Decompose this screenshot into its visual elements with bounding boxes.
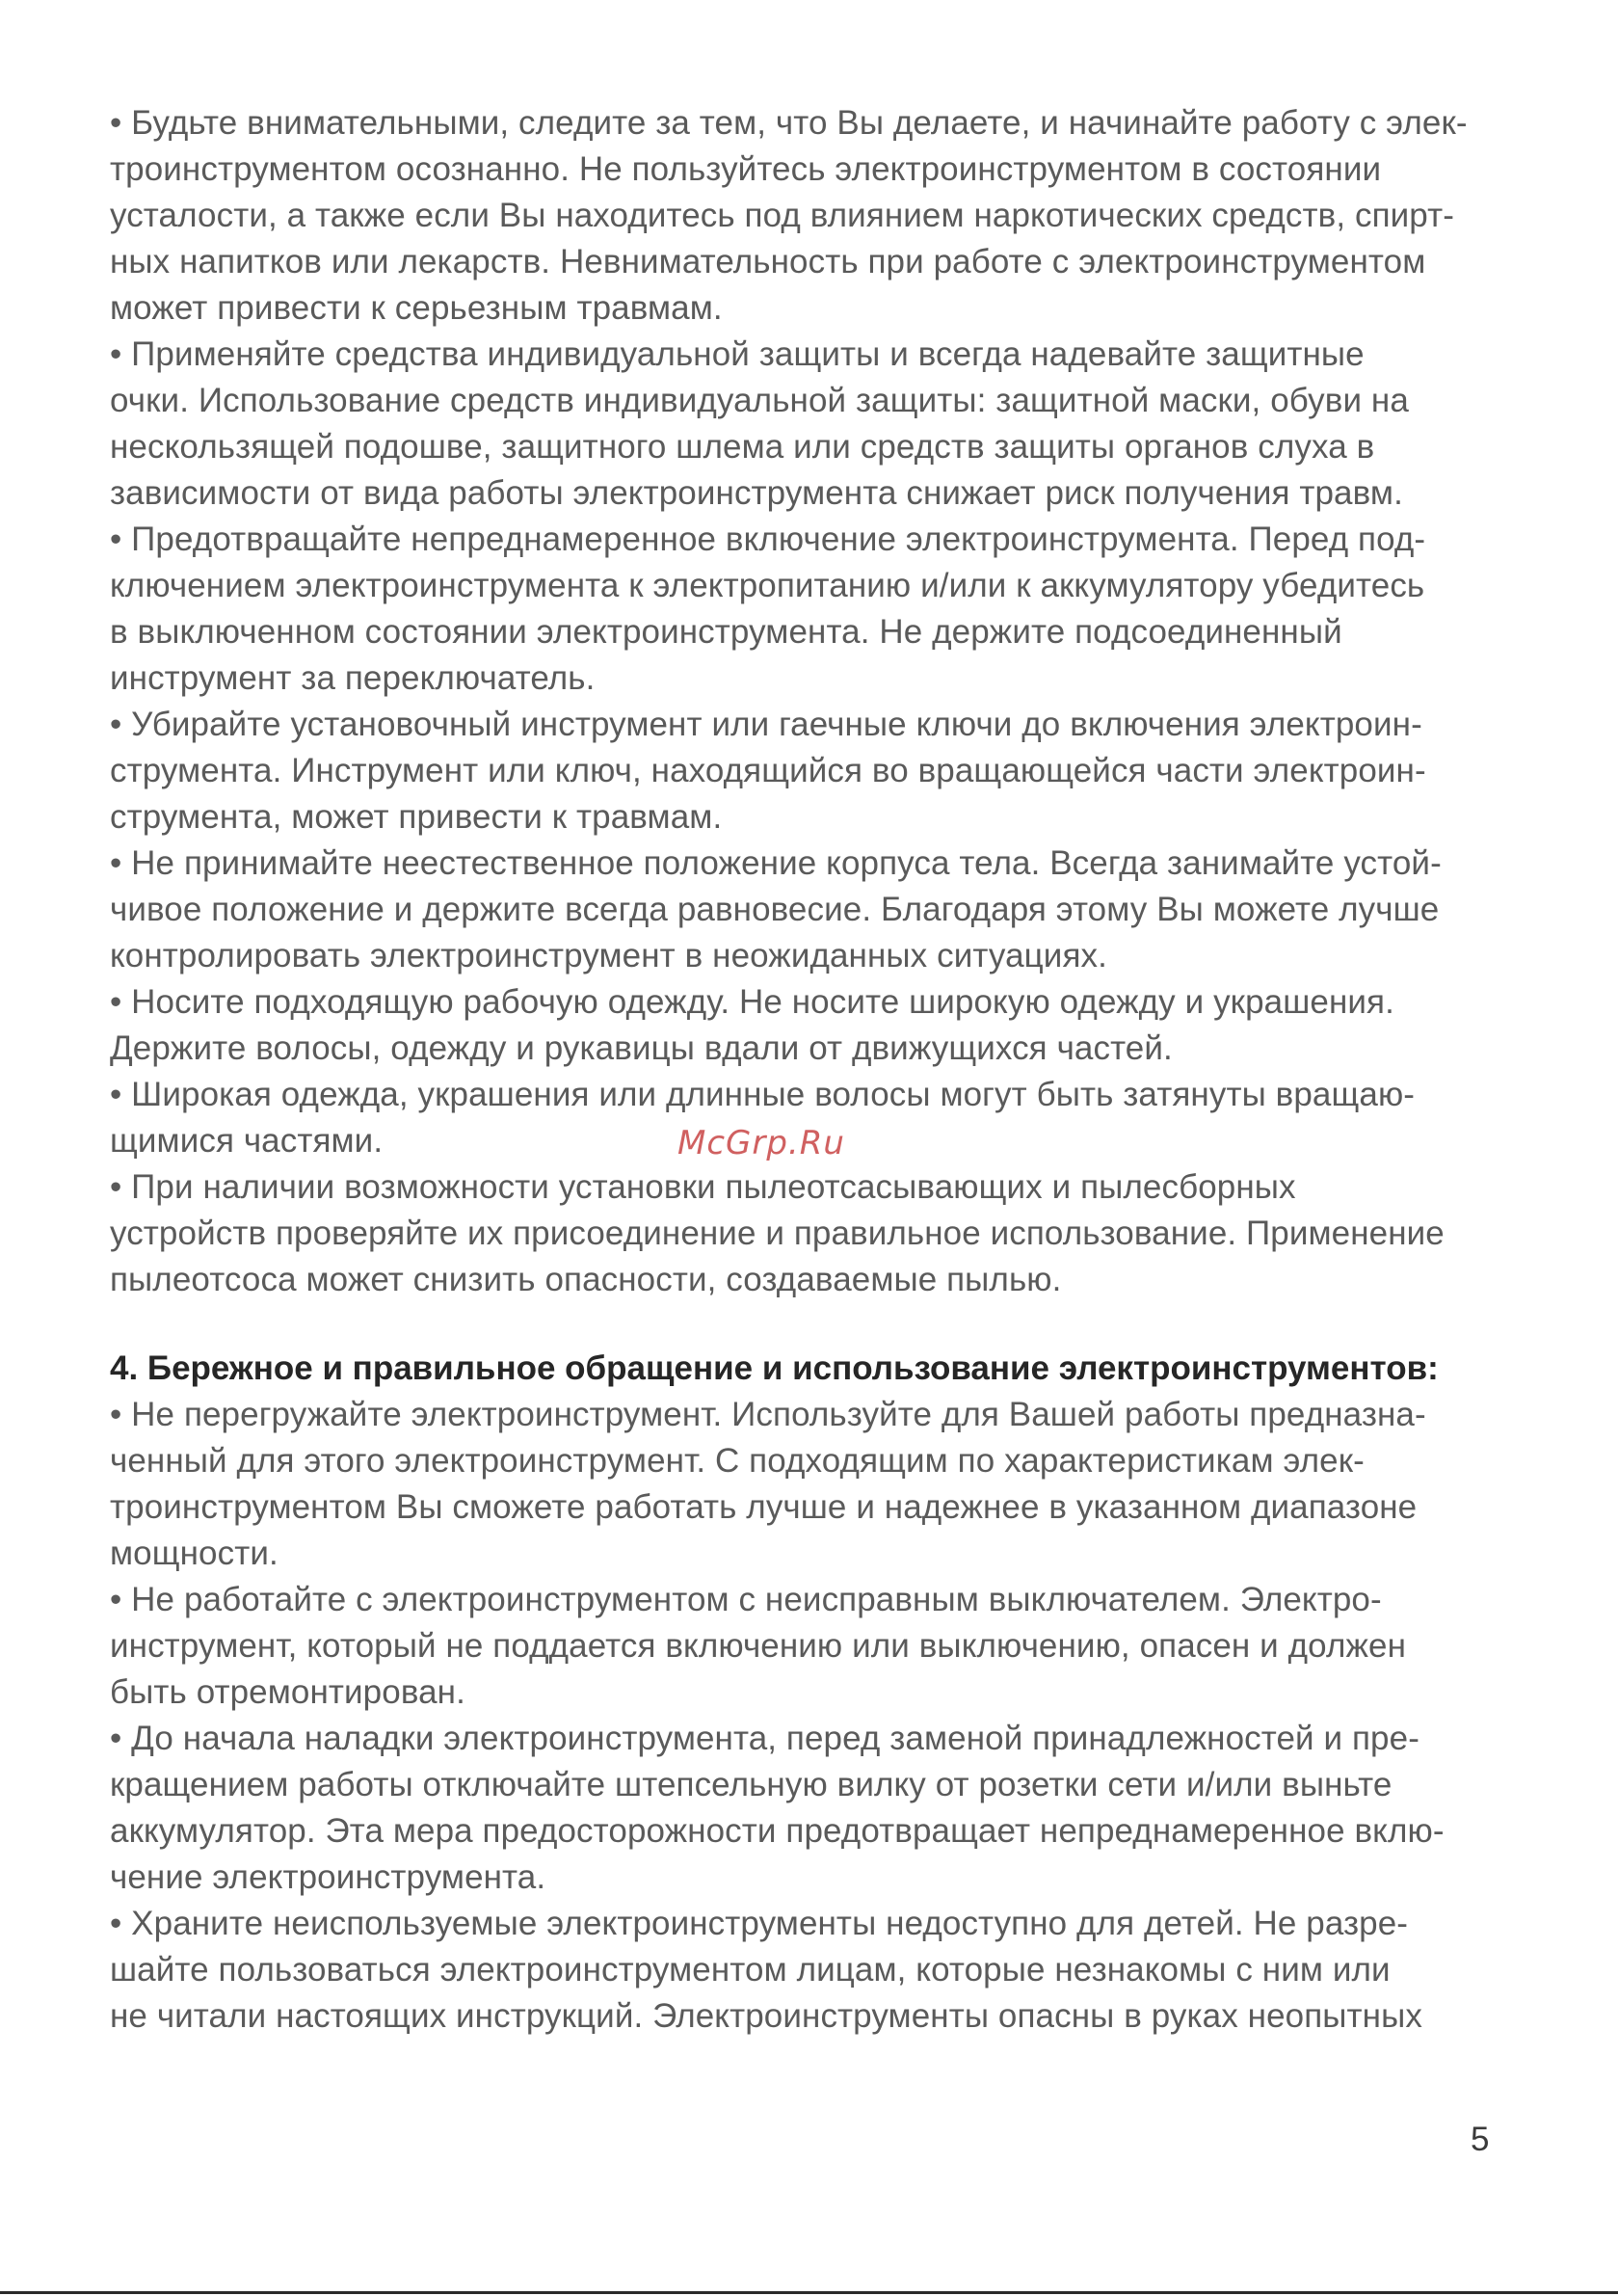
text-line: быть отремонтирован. bbox=[110, 1673, 465, 1711]
text-line: инструмент за переключатель. bbox=[110, 659, 596, 697]
watermark: McGrp.Ru bbox=[677, 1124, 845, 1162]
text-line: может привести к серьезным травмам. bbox=[110, 289, 723, 327]
text-line: мощности. bbox=[110, 1535, 279, 1572]
section-heading: 4. Бережное и правильное обращение и использование электроинструментов: bbox=[110, 1349, 1439, 1387]
text-line: чение электроинструмента. bbox=[110, 1858, 546, 1896]
text-line: • Убирайте установочный инструмент или гаечные ключи до включения электроин- bbox=[110, 706, 1422, 743]
text-line: пылеотсоса может снизить опасности, создаваемые пылью. bbox=[110, 1261, 1062, 1298]
text-line: не читали настоящих инструкций. Электроинструменты опасны в руках неопытных bbox=[110, 1997, 1422, 2035]
text-line: • Не перегружайте электроинструмент. Используйте для Вашей работы предназна- bbox=[110, 1396, 1426, 1433]
text-line: • До начала наладки электроинструмента, перед заменой принадлежностей и пре- bbox=[110, 1720, 1419, 1757]
text-line: • Не работайте с электроинструментом с неисправным выключателем. Электро- bbox=[110, 1581, 1382, 1618]
text-line: ченный для этого электроинструмент. С подходящим по характеристикам элек- bbox=[110, 1442, 1365, 1480]
text-line: Держите волосы, одежду и рукавицы вдали от движущихся частей. bbox=[110, 1029, 1173, 1067]
text-line: • Не принимайте неестественное положение корпуса тела. Всегда занимайте устой- bbox=[110, 844, 1442, 882]
text-line: шайте пользоваться электроинструментом лицам, которые незнакомы с ним или bbox=[110, 1951, 1391, 1989]
text-line: щимися частями. bbox=[110, 1122, 384, 1160]
text-line: зависимости от вида работы электроинструмента снижает риск получения травм. bbox=[110, 474, 1403, 512]
text-line: кращением работы отключайте штепсельную вилку от розетки сети и/или выньте bbox=[110, 1766, 1393, 1803]
text-line: очки. Использование средств индивидуальной защиты: защитной маски, обуви на bbox=[110, 382, 1409, 419]
safety-instructions-block bbox=[110, 100, 1509, 1303]
text-line: троинструментом Вы сможете работать лучше и надежнее в указанном диапазоне bbox=[110, 1488, 1418, 1526]
text-line: • Носите подходящую рабочую одежду. Не носите широкую одежду и украшения. bbox=[110, 983, 1394, 1021]
text-line: • Будьте внимательными, следите за тем, что Вы делаете, и начинайте работу с элек- bbox=[110, 104, 1468, 142]
text-line: • Широкая одежда, украшения или длинные волосы могут быть затянуты вращаю- bbox=[110, 1076, 1416, 1113]
text-line: усталости, а также если Вы находитесь под влиянием наркотических средств, спирт- bbox=[110, 197, 1454, 234]
text-line: инструмент, который не поддается включению или выключению, опасен и должен bbox=[110, 1627, 1407, 1665]
tool-handling-block bbox=[110, 1392, 1509, 2040]
text-line: аккумулятор. Эта мера предосторожности предотвращает непреднамеренное вклю- bbox=[110, 1812, 1445, 1850]
text-line: чивое положение и держите всегда равновесие. Благодаря этому Вы можете лучше bbox=[110, 891, 1440, 928]
text-line: в выключенном состоянии электроинструмента. Не держите подсоединенный bbox=[110, 613, 1342, 651]
text-line: контролировать электроинструмент в неожиданных ситуациях. bbox=[110, 937, 1107, 974]
text-line: • Предотвращайте непреднамеренное включение электроинструмента. Перед под- bbox=[110, 521, 1426, 558]
bottom-divider bbox=[0, 2291, 1618, 2294]
text-line: ключением электроинструмента к электропитанию и/или к аккумулятору убедитесь bbox=[110, 567, 1425, 604]
page-content bbox=[110, 100, 1509, 2040]
text-line: струмента, может привести к травмам. bbox=[110, 798, 723, 836]
text-line: струмента. Инструмент или ключ, находящийся во вращающейся части электроин- bbox=[110, 752, 1426, 789]
text-line: ных напитков или лекарств. Невнимательность при работе с электроинструментом bbox=[110, 243, 1426, 280]
page-number: 5 bbox=[1471, 2121, 1490, 2158]
text-line: нескользящей подошве, защитного шлема или средств защиты органов слуха в bbox=[110, 428, 1375, 466]
text-line: • При наличии возможности установки пылеотсасывающих и пылесборных bbox=[110, 1168, 1296, 1206]
text-line: • Применяйте средства индивидуальной защиты и всегда надевайте защитные bbox=[110, 335, 1365, 373]
text-line: устройств проверяйте их присоединение и правильное использование. Применение bbox=[110, 1215, 1445, 1252]
text-line: • Храните неиспользуемые электроинструменты недоступно для детей. Не разре- bbox=[110, 1905, 1409, 1942]
text-line: троинструментом осознанно. Не пользуйтесь электроинструментом в состоянии bbox=[110, 150, 1382, 188]
